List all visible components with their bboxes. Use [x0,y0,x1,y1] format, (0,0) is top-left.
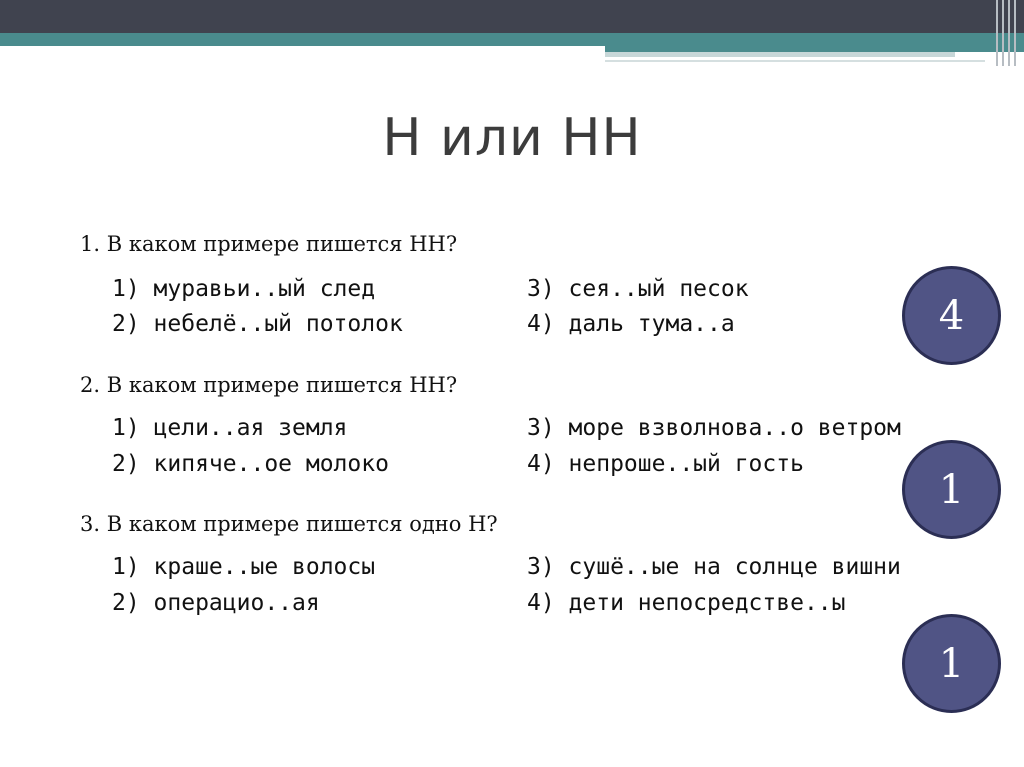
header-teal-block [605,44,1024,52]
question-1-option-4: 4) даль тума..а [527,311,735,337]
header-vertical-line [996,0,998,66]
header-accent-line [0,44,605,46]
question-2-option-3: 3) море взволнова..о ветром [527,415,901,441]
question-1-answer-badge: 4 [902,266,1001,365]
question-1-prompt: 1. В каком примере пишется НН? [80,232,458,256]
slide-title: Н или НН [382,108,642,168]
question-1-option-1: 1) муравьи..ый след [112,276,376,302]
header-vertical-line [1014,0,1016,66]
question-2-option-4: 4) непроше..ый гость [527,451,804,477]
question-3-option-4: 4) дети непосредстве..ы [527,590,846,616]
header-teal-band [0,33,1024,44]
question-2-option-2: 2) кипяче..ое молоко [112,451,389,477]
header-vertical-line [1008,0,1010,66]
question-1-option-2: 2) небелё..ый потолок [112,311,403,337]
header-gray-strip [605,52,955,57]
question-2-answer-badge: 1 [902,440,1001,539]
header-vertical-line [1002,0,1004,66]
question-2-prompt: 2. В каком примере пишется НН? [80,373,458,397]
question-3-option-2: 2) операцио..ая [112,590,320,616]
header-dark-band [0,0,1024,33]
question-3-option-1: 1) краше..ые волосы [112,554,376,580]
question-2-option-1: 1) цели..ая земля [112,415,348,441]
question-3-prompt: 3. В каком примере пишется одно Н? [80,512,498,536]
question-1-option-3: 3) сея..ый песок [527,276,749,302]
question-3-option-3: 3) сушё..ые на солнце вишни [527,554,901,580]
header-gray-strip-thin [605,60,985,62]
question-3-answer-badge: 1 [902,614,1001,713]
